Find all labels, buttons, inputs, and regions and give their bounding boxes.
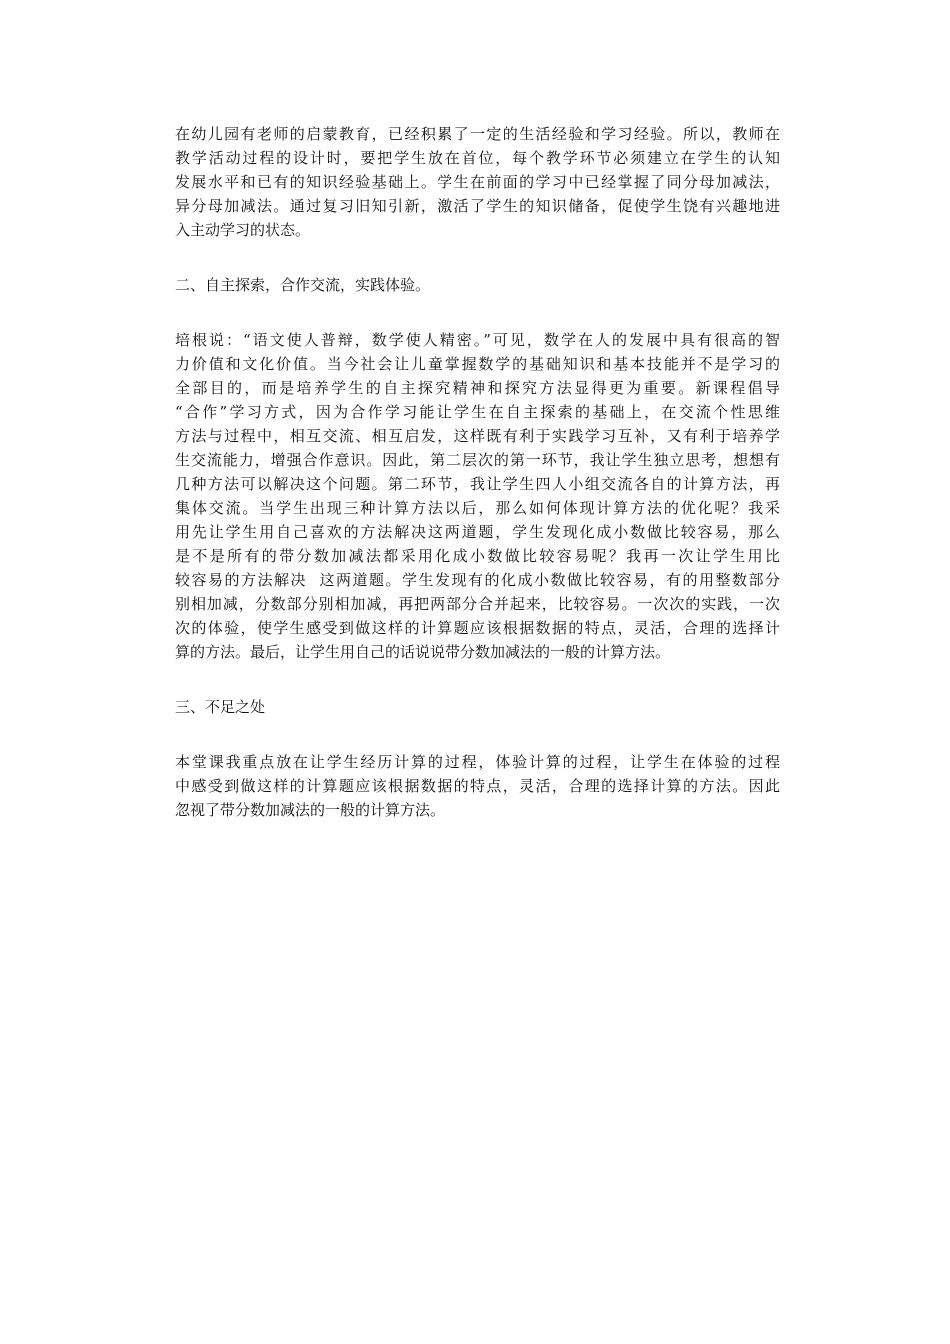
text-line: 异分母加减法。通过复习旧知引新，激活了学生的知识储备，促使学生饶有兴趣地进 [175,197,780,215]
text-line: 算的方法。最后，让学生用自己的话说说带分数加减法的一般的计算方法。 [175,643,671,661]
text-line: 发展水平和已有的知识经验基础上。学生在前面的学习中已经掌握了同分母加减法， [175,173,780,191]
text-line: 培根说：“语文使人普辩，数学使人精密。”可见，数学在人的发展中具有很高的智 [175,331,780,349]
document-body [175,122,780,822]
text-line: 中感受到做这样的计算题应该根据数据的特点，灵活，合理的选择计算的方法。因此 [175,777,780,795]
text-line: 次的体验，使学生感受到做这样的计算题应该根据数据的特点，灵活，合理的选择计 [175,619,780,637]
paragraph-intro [175,122,780,242]
text-line: 是不是所有的带分数加减法都采用化成小数做比较容易呢？我再一次让学生用比 [175,547,780,565]
text-line: 生交流能力，增强合作意识。因此，第二层次的第一环节，我让学生独立思考，想想有 [175,451,780,469]
text-line: 方法与过程中，相互交流、相互启发，这样既有利于实践学习互补，又有利于培养学 [175,427,780,445]
text-line: 在幼儿园有老师的启蒙教育，已经积累了一定的生活经验和学习经验。所以，教师在 [175,125,780,143]
text-line: 力价值和文化价值。当今社会让儿童掌握数学的基础知识和基本技能并不是学习的 [175,355,780,373]
paragraph-spacer [175,719,780,750]
section-heading-2: 二、自主探索，合作交流，实践体验。 [175,276,431,294]
paragraph-spacer [175,297,780,328]
text-line: 入主动学习的状态。 [175,221,311,239]
text-line: 本堂课我重点放在让学生经历计算的过程，体验计算的过程，让学生在体验的过程 [175,753,780,771]
text-line: 忽视了带分数加减法的一般的计算方法。 [175,801,446,819]
text-line: “合作”学习方式，因为合作学习能让学生在自主探索的基础上，在交流个性思维 [175,403,780,421]
paragraph-shortcomings [175,750,780,822]
text-line: 集体交流。当学生出现三种计算方法以后，那么如何体现计算方法的优化呢？我采 [175,499,780,517]
text-line: 别相加减，分数部分别相加减，再把两部分合并起来，比较容易。一次次的实践，一次 [175,595,780,613]
paragraph-spacer [175,242,780,273]
section-heading-3: 三、不足之处 [175,698,266,716]
paragraph-explore [175,328,780,664]
text-line: 用先让学生用自己喜欢的方法解决这两道题，学生发现化成小数做比较容易，那么 [175,523,780,541]
text-line: 教学活动过程的设计时，要把学生放在首位，每个教学环节必须建立在学生的认知 [175,149,780,167]
text-line: 几种方法可以解决这个问题。第二环节，我让学生四人小组交流各自的计算方法，再 [175,475,780,493]
text-line: 全部目的，而是培养学生的自主探究精神和探究方法显得更为重要。新课程倡导 [175,379,780,397]
paragraph-spacer [175,664,780,695]
text-line: 较容易的方法解决 这两道题。学生发现有的化成小数做比较容易，有的用整数部分 [175,571,780,589]
